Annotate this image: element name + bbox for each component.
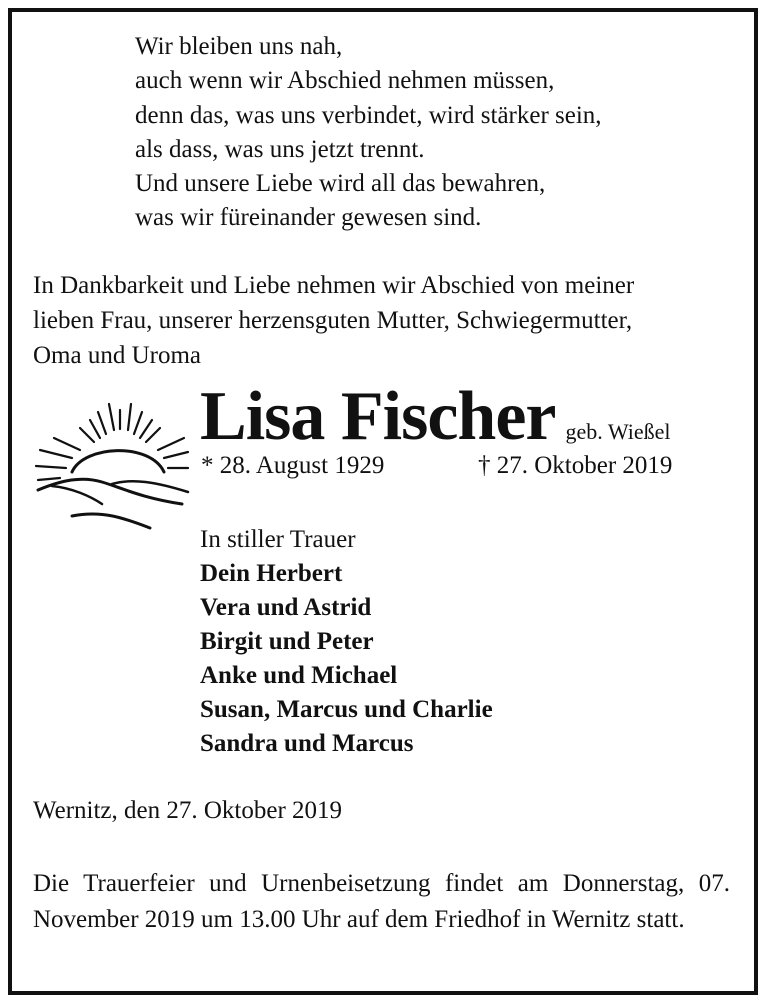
poem <box>135 30 602 236</box>
birth-name: geb. Wießel <box>565 419 671 444</box>
mourner-name: Anke und Michael <box>200 662 398 689</box>
intro-line: lieben Frau, unserer herzensguten Mutter, Schwiegermutter, <box>33 307 633 334</box>
funeral-notice: Die Trauerfeier und Urnenbeisetzung findet am Donnerstag, 07. November 2019 um 13.00 Uhr auf dem Friedhof in Wernitz statt. <box>33 870 730 933</box>
mourners <box>200 523 493 761</box>
birth-date: * 28. August 1929 <box>201 452 385 479</box>
death-date: † 27. Oktober 2019 <box>478 452 673 479</box>
intro-text <box>33 268 733 373</box>
mourner-name: Susan, Marcus und Charlie <box>200 696 493 723</box>
mourning-heading: In stiller Trauer <box>200 526 356 553</box>
sunset-icon <box>32 400 192 535</box>
deceased-name: Lisa Fischer <box>200 378 556 455</box>
mourner-name: Dein Herbert <box>200 560 343 587</box>
mourner-name: Sandra und Marcus <box>200 730 414 757</box>
poem-line: denn das, was uns verbindet, wird stärker sein, <box>135 101 602 129</box>
poem-line: als dass, was uns jetzt trennt. <box>135 135 425 163</box>
poem-line: Und unsere Liebe wird all das bewahren, <box>135 170 546 198</box>
intro-line: Oma und Uroma <box>33 342 202 369</box>
mourner-name: Birgit und Peter <box>200 628 374 655</box>
place-date: Wernitz, den 27. Oktober 2019 <box>33 797 343 824</box>
poem-line: Wir bleiben uns nah, <box>135 33 343 60</box>
poem-line: auch wenn wir Abschied nehmen müssen, <box>135 67 555 95</box>
mourner-name: Vera und Astrid <box>200 594 372 621</box>
deceased-name-line <box>200 378 670 456</box>
poem-line: was wir füreinander gewesen sind. <box>135 204 482 232</box>
intro-line: In Dankbarkeit und Liebe nehmen wir Abschied von meiner <box>33 272 635 299</box>
